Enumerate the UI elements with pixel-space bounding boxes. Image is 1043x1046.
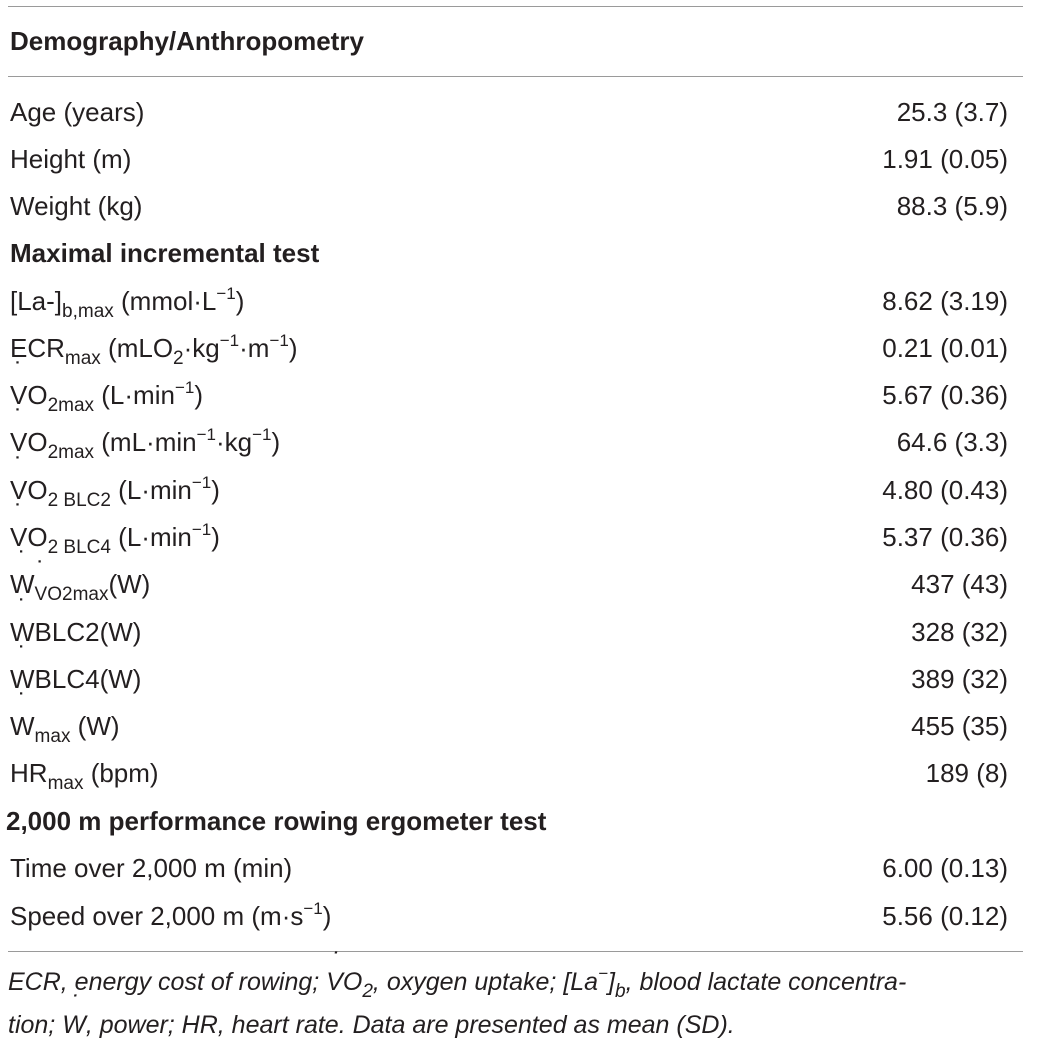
table-row-vo2max-rel [8,419,1023,466]
row-value: 389 (32) [911,664,1008,694]
table-top-rule [8,6,1023,7]
table-bottom-rule [8,951,1023,952]
table-row-hr-max [8,750,1023,797]
row-value: 4.80 (0.43) [882,475,1008,505]
row-value: 5.37 (0.36) [882,522,1008,552]
table-row-power-vo2max [8,561,1023,608]
row-value: 1.91 (0.05) [882,144,1008,174]
table-row-lactate-max [8,278,1023,325]
row-label: ˙ $VO_{2 BLC2}$ $(L\cdot\min^{-1})$ [10,467,220,517]
table-row-speed-2000m [8,893,1023,940]
table-row-age [8,89,1023,136]
row-value: 5.56 (0.12) [882,901,1008,931]
row-label: Age (years) [10,97,145,127]
row-label: Height (m) [10,144,132,174]
row-label: Speed over 2,000 m $(m\cdot s^{-1})$ [10,899,332,931]
row-value: 455 (35) [911,711,1008,741]
row-label: ˙ W˙ $_{VO2max}$(W) [10,561,150,611]
row-value: 328 (32) [911,617,1008,647]
row-value: 0.21 (0.01) [882,333,1008,363]
row-label: ˙ $VO_{2max}$ $(L\cdot\min^{-1})$ [10,372,203,422]
row-value: 8.62 (3.19) [882,286,1008,316]
section-header-rowing-test [8,798,1023,845]
row-label: $ECR_{max}$ $(mLO_2\cdot kg^{-1}\cdot m^{-1})$ [10,331,298,369]
row-value: 189 (8) [925,758,1008,788]
row-value: 25.3 (3.7) [896,97,1008,127]
table-row-vo2max-abs [8,372,1023,419]
row-label: $HR_{max}$ (bpm) [10,758,159,794]
table-row-power-blc2 [8,609,1023,656]
row-label: ˙ WBLC4(W) [10,656,141,703]
table-row-vo2-blc4 [8,514,1023,561]
row-label: $[La-]_{b,max}$ $(mmol\cdot L^{-1})$ [10,284,245,322]
row-label: Weight (kg) [10,191,143,221]
row-value: 6.00 (0.13) [882,853,1008,883]
row-value: 5.67 (0.36) [882,380,1008,410]
table-row-time-2000m [8,845,1023,892]
row-label: Time over 2,000 m (min) [10,853,293,883]
table-row-ecr-max [8,325,1023,372]
section-title: 2,000 m performance rowing ergometer test [6,806,547,836]
row-label: ˙ $VO_{2max}$ $(mL\cdot\min^{-1}\cdot kg^{-1})$ [10,419,280,469]
section-header-rule [8,76,1023,77]
table-footnote: ECR, energy cost of rowing; ˙ $VO_2$, oxygen uptake; $[La^-]_b$, blood lactate concentra- tion; ˙ W, power; HR, heart rate. Data are presented as mean (SD). [8,962,1028,1046]
section-title: Demography/Anthropometry [10,26,364,56]
section-header-maximal-test [8,230,1023,277]
table-row-weight [8,183,1023,230]
row-value: 88.3 (5.9) [896,191,1008,221]
table-row-power-blc4 [8,656,1023,703]
table-row-vo2-blc2 [8,467,1023,514]
section-title: Maximal incremental test [10,238,320,268]
row-value: 437 (43) [911,569,1008,599]
row-label: ˙ $VO_{2 BLC4}$ $(L\cdot\min^{-1})$ [10,514,220,564]
table-row-height [8,136,1023,183]
section-header-demography [8,18,1023,65]
row-value: 64.6 (3.3) [896,427,1008,457]
row-label: ˙ $W_{max}$ (W) [10,703,120,753]
table-row-power-max [8,703,1023,750]
row-label: ˙ WBLC2(W) [10,609,141,656]
